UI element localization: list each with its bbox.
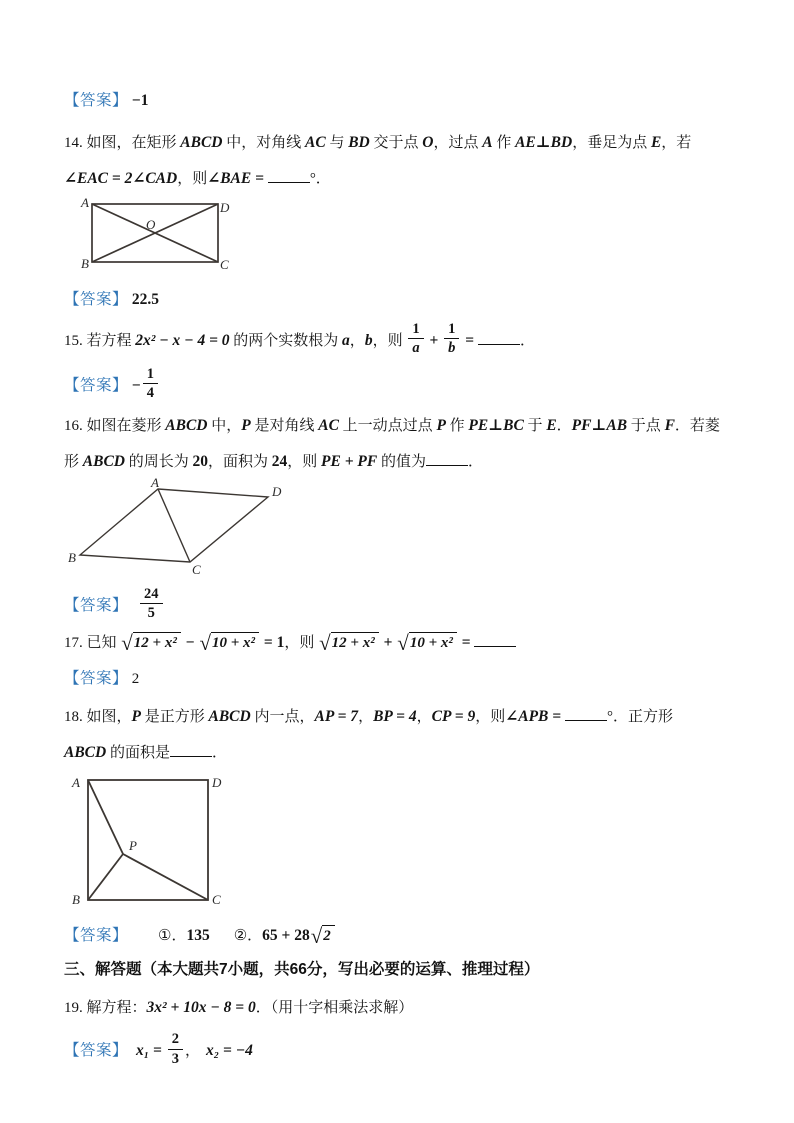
radicand: 12 + x² [331, 632, 379, 652]
math-run: CP = 9 [431, 708, 476, 726]
math-run: ABCD [180, 134, 223, 151]
answer-label: 【答案】 [64, 92, 129, 109]
radical-sign: √ [199, 631, 211, 656]
bold-run: 20 [192, 452, 208, 470]
text-run: 17. 已知 [64, 635, 121, 652]
spacer [128, 608, 138, 609]
text-run: ， [358, 709, 374, 726]
text-run: 的值为 [377, 453, 426, 470]
question-18-line-2 [64, 740, 736, 766]
text-run: 18. 如图， [64, 709, 132, 726]
math-run: AC [305, 134, 326, 151]
answer-line-16 [64, 585, 736, 625]
rectangle-diagram [80, 196, 230, 270]
radical [397, 631, 457, 656]
math-run: BD [348, 134, 370, 151]
text-run: 于点 [627, 417, 665, 434]
answer-label: 【答案】 [64, 670, 129, 688]
fraction-numerator: 1 [444, 321, 459, 339]
radical-sign: √ [397, 631, 409, 656]
text-run: ，则 [177, 171, 208, 187]
vertex-label-a: A [81, 196, 89, 210]
blank-underline [170, 741, 212, 757]
text-run: ，面积为 [208, 453, 272, 470]
question-17-line [64, 630, 736, 656]
figure-square-abcd [66, 770, 736, 911]
text-run: 19. 解方程： [64, 1000, 147, 1017]
math-run: PE⊥BC [468, 416, 524, 434]
math-run: ABCD [64, 744, 107, 762]
text-run: 是正方形 [140, 709, 209, 726]
vertex-label-b: B [72, 892, 80, 907]
math-run: a [342, 331, 350, 349]
bold-run: −1 [128, 92, 149, 109]
text-run: ， [185, 1043, 201, 1060]
radicand: 10 + x² [211, 632, 259, 652]
text-run: ①． [158, 928, 187, 945]
answer-line-19 [64, 1033, 736, 1070]
radical [319, 631, 379, 656]
question-16-line-2 [64, 449, 736, 475]
answer-line-15 [64, 365, 736, 405]
bold-run: 22.5 [128, 291, 160, 308]
text-run: 形 [64, 453, 83, 470]
bold-run: − [128, 376, 141, 394]
text-run: 中， [207, 417, 242, 434]
math-run: ∠EAC = 2∠CAD [64, 170, 178, 187]
bold-run: = 1 [260, 634, 285, 652]
bold-run: = [457, 634, 475, 652]
fraction-numerator: 1 [408, 321, 423, 339]
math-run: ABCD [165, 416, 208, 434]
text-run: 是对角线 [250, 417, 319, 434]
spacer [128, 939, 158, 940]
question-15-line [64, 323, 736, 360]
vertex-label-c: C [220, 257, 229, 270]
text-run: 于 [523, 417, 547, 434]
math-run: ∠BAE = [207, 170, 268, 187]
text-run: ． [468, 453, 484, 470]
answer-label: 【答案】 [64, 376, 129, 394]
blank-underline [474, 631, 516, 647]
answer-label: 【答案】 [64, 1042, 129, 1060]
blank-underline [426, 450, 468, 466]
text-run: ，若 [661, 135, 692, 151]
question-14-line-2 [64, 166, 736, 192]
text-run: ，则 [287, 453, 322, 470]
blank-underline [268, 167, 310, 183]
radical [310, 924, 335, 949]
fraction [408, 321, 423, 358]
math-run: P [436, 416, 446, 434]
answer-line-14 [64, 287, 736, 313]
fraction-denominator: a [412, 340, 420, 357]
vertex-label-d: D [220, 200, 230, 215]
text-run: 交于点 [369, 135, 423, 151]
math-run: O [422, 134, 434, 151]
math-run: ABCD [82, 452, 125, 470]
question-14-line-1 [64, 130, 736, 156]
math-run: A [482, 134, 493, 151]
radical [121, 631, 181, 656]
blank-underline [565, 705, 607, 721]
spacer [210, 939, 234, 940]
text-run: ， [416, 709, 432, 726]
text-run: ． [211, 745, 227, 762]
bold-run: + [425, 331, 443, 349]
radical [199, 631, 259, 656]
text-run: 14. 如图，在矩形 [64, 135, 181, 151]
vertex-label-b: B [81, 256, 89, 270]
radicand: 2 [322, 925, 335, 945]
heading-text: 三、解答题（本大题共7小题，共66分，写出必要的运算、推理过程） [64, 961, 540, 979]
vertex-label-b: B [68, 549, 76, 565]
math-run: 2x² − x − 4 = 0 [135, 331, 230, 349]
math-run: P [131, 708, 141, 726]
bold-run: 24 [271, 452, 288, 470]
text-run: 与 [325, 135, 349, 151]
text-run: 中，对角线 [222, 135, 305, 151]
math-run: AE⊥BD [515, 134, 573, 151]
text-run: 作 [492, 135, 516, 151]
fraction [444, 321, 459, 358]
fraction-denominator: 5 [147, 604, 155, 621]
bold-run: = [461, 331, 479, 349]
text-run: ．（用十字相乘法求解） [255, 1000, 414, 1017]
bold-run: − [181, 634, 199, 652]
math-run: ∠APB = [505, 708, 565, 726]
radicand: 12 + x² [133, 632, 181, 652]
answer-label: 【答案】 [64, 927, 129, 945]
fraction-numerator: 1 [143, 366, 158, 384]
vertex-label-d: D [272, 483, 282, 499]
answer-label: 【答案】 [64, 596, 129, 614]
radical-sign: √ [319, 631, 331, 656]
math-run: E [650, 134, 662, 151]
bold-run: 65 + 28 [262, 927, 310, 945]
text-run: 的面积是 [106, 745, 170, 762]
answer-line-17 [64, 666, 736, 692]
text-run: ． [556, 417, 572, 434]
blank-underline [478, 329, 520, 345]
text-run: ②． [233, 928, 263, 945]
text-run: ． [520, 332, 536, 349]
math-run: b [364, 331, 373, 349]
text-run: ．若菱 [674, 417, 720, 434]
math-run: E [546, 416, 557, 434]
vertex-label-a: A [151, 476, 159, 490]
vertex-label-a: A [72, 775, 80, 791]
figure-rectangle-abcd [80, 196, 736, 275]
text-run: °． [309, 171, 331, 187]
math-run: BP = 4 [373, 708, 417, 726]
figure-lines [80, 489, 268, 562]
spacer [128, 1054, 136, 1055]
math-run: 3x² + 10x − 8 = 0 [146, 999, 256, 1017]
radicand: 10 + x² [409, 632, 457, 652]
text-run: ， [349, 332, 365, 349]
fraction-denominator: 4 [146, 385, 154, 402]
text-run: 15. 若方程 [64, 332, 136, 349]
point-label-p: P [129, 838, 137, 854]
fraction-denominator: b [448, 340, 456, 357]
fraction-numerator: 24 [140, 586, 163, 604]
text-run: 的周长为 [124, 453, 193, 470]
figure-lines [88, 780, 208, 900]
question-16-line-1 [64, 413, 736, 439]
vertex-label-c: C [192, 561, 201, 577]
text-run: ，垂足为点 [572, 135, 651, 151]
text-run: ，则 [475, 709, 506, 726]
math-run: PF⊥AB [571, 416, 628, 434]
fraction [140, 586, 163, 623]
bold-run: + [379, 634, 397, 652]
center-label-o: O [146, 217, 156, 232]
answer-line-18 [64, 923, 736, 949]
math-run: PE + PF [321, 452, 378, 470]
text-run: ，则 [284, 635, 319, 652]
fraction [168, 1031, 183, 1068]
fraction [143, 366, 158, 403]
answer-label: 【答案】 [64, 291, 129, 308]
fraction-numerator: 2 [168, 1031, 183, 1049]
question-18-line-1 [64, 704, 736, 730]
text-run: ，则 [372, 332, 407, 349]
text-run: ，过点 [433, 135, 483, 151]
text-run: 作 [445, 417, 469, 434]
text-run: °．正方形 [606, 709, 673, 726]
math-run: ABCD [208, 708, 251, 726]
radical-sign: √ [310, 924, 323, 949]
math-run: x₂ = −4 [206, 1042, 253, 1060]
text-run: 上一动点过点 [338, 417, 437, 434]
text-run: 内一点， [250, 709, 315, 726]
math-run: x₁ = [136, 1042, 166, 1060]
text-run: 的两个实数根为 [229, 332, 343, 349]
bold-run: 135 [186, 927, 210, 945]
section-heading [64, 957, 736, 983]
text-run: 16. 如图在菱形 [64, 417, 166, 434]
rhombus-diagram [68, 477, 283, 577]
math-run: AC [318, 416, 339, 434]
question-19-line [64, 995, 736, 1021]
math-run: AP = 7 [314, 708, 359, 726]
text-run: 2 [128, 671, 140, 688]
figure-lines [92, 204, 218, 262]
answer-line-13 [64, 88, 736, 114]
radical-sign: √ [121, 631, 133, 656]
figure-rhombus-abcd [68, 477, 736, 582]
math-run: P [241, 416, 251, 434]
vertex-label-d: D [212, 775, 222, 791]
fraction-denominator: 3 [171, 1050, 180, 1067]
math-run: F [664, 416, 675, 434]
square-diagram [66, 770, 238, 906]
vertex-label-c: C [212, 892, 221, 907]
